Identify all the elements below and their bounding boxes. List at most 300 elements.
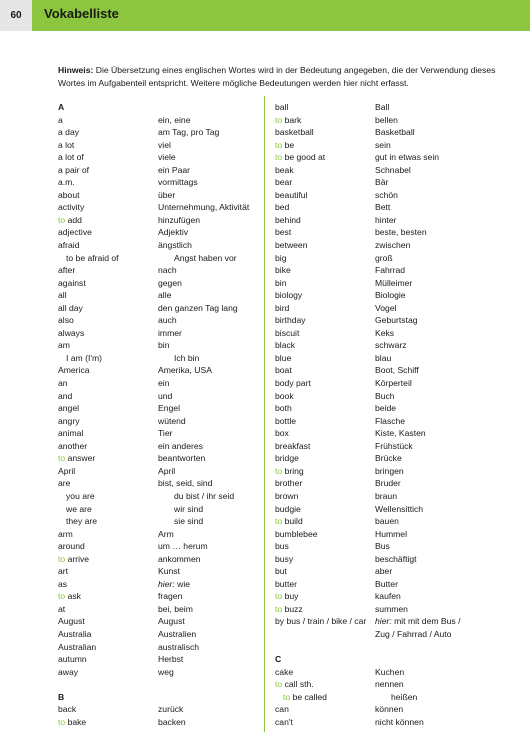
english-term: birthday [275, 315, 306, 326]
german-translation: beschäftigt [375, 553, 417, 564]
german-translation: hinzufügen [158, 214, 201, 225]
german-translation: bringen [375, 465, 404, 476]
english-term: activity [58, 202, 85, 213]
vocab-entry [58, 164, 268, 177]
english-term: also [58, 315, 74, 326]
german-translation: backen [158, 716, 186, 727]
german-translation: Kuchen [375, 666, 405, 677]
german-translation: Fahrrad [375, 265, 406, 276]
german-translation: wütend [158, 415, 186, 426]
english-term: an [58, 378, 68, 389]
infinitive-marker: to [58, 553, 68, 564]
vocab-entry [275, 377, 485, 390]
english-term: to bring [275, 465, 304, 476]
vocab-entry [275, 590, 485, 603]
vocab-entry [58, 490, 268, 503]
german-translation: Bruder [375, 478, 401, 489]
vocab-entry [275, 214, 485, 227]
page-number: 60 [0, 0, 32, 31]
german-translation: Bär [375, 177, 389, 188]
english-term: am [58, 340, 70, 351]
vocab-entry [275, 490, 485, 503]
english-term: beak [275, 164, 294, 175]
english-term: a lot of [58, 152, 84, 163]
vocab-entry [58, 239, 268, 252]
english-term: angry [58, 415, 80, 426]
german-translation: Ball [375, 102, 390, 112]
vocab-entry [58, 628, 268, 641]
german-translation: hier: wie [158, 578, 191, 589]
vocab-entry [58, 139, 268, 152]
german-translation: Schnabel [375, 164, 411, 175]
vocab-entry [58, 327, 268, 340]
german-translation: beste, besten [375, 227, 427, 238]
german-translation: Buch [375, 390, 395, 401]
english-term: brother [275, 478, 303, 489]
german-translation: aber [375, 566, 393, 577]
english-term: autumn [58, 654, 87, 665]
vocab-entry [275, 289, 485, 302]
english-term: bear [275, 177, 293, 188]
vocab-entry [275, 716, 485, 729]
german-translation: schön [375, 189, 398, 200]
vocab-entry [58, 666, 268, 679]
german-translation: fragen [158, 591, 183, 602]
vocab-entry [275, 390, 485, 403]
german-translation: blau [375, 352, 392, 363]
english-term: box [275, 428, 289, 439]
infinitive-marker: to [275, 679, 285, 690]
vocab-entry [58, 515, 268, 528]
english-term: to be called [283, 691, 327, 702]
english-term: bus [275, 541, 289, 552]
german-translation: Unternehmung, Aktivität [158, 202, 250, 213]
german-translation: Engel [158, 403, 180, 414]
english-term: to be [275, 139, 295, 150]
english-term: busy [275, 553, 294, 564]
german-translation: August [158, 616, 185, 627]
english-term: August [58, 616, 85, 627]
german-translation: Australien [158, 628, 197, 639]
english-term: to build [275, 516, 303, 527]
german-translation: Boot, Schiff [375, 365, 419, 376]
german-translation: ein anderes [158, 440, 203, 451]
german-translation: beantworten [158, 453, 206, 464]
vocab-entry [58, 264, 268, 277]
german-translation: groß [375, 252, 393, 263]
vocab-entry [58, 528, 268, 541]
vocab-entry [58, 289, 268, 302]
german-translation: immer [158, 327, 182, 338]
german-translation: bei, beim [158, 603, 193, 614]
german-translation: gut in etwas sein [375, 152, 440, 163]
german-translation: nicht können [375, 716, 424, 727]
english-term: to be afraid of [66, 252, 119, 263]
english-term: boat [275, 365, 292, 376]
german-translation: ein, eine [158, 114, 191, 125]
german-translation: Tier [158, 428, 173, 439]
german-translation: am Tag, pro Tag [158, 127, 220, 138]
german-translation: Bus [375, 541, 390, 552]
vocab-entry [275, 239, 485, 252]
english-term: basketball [275, 127, 314, 138]
german-translation: braun [375, 490, 397, 501]
vocab-entry [275, 415, 485, 428]
german-translation: Angst haben vor [174, 252, 237, 263]
english-term: April [58, 465, 76, 476]
english-term: to arrive [58, 553, 90, 564]
english-term: all [58, 290, 67, 301]
english-term: arm [58, 528, 73, 539]
vocab-entry [275, 553, 485, 566]
english-term: as [58, 578, 68, 589]
infinitive-marker: to [275, 603, 285, 614]
english-term: after [58, 265, 76, 276]
spacer [275, 641, 485, 654]
vocab-entry [275, 603, 485, 616]
german-translation: bin [158, 340, 170, 351]
note-label: Hinweis: [58, 65, 94, 75]
vocab-entry [58, 151, 268, 164]
vocab-entry [58, 553, 268, 566]
vocab-entry [275, 327, 485, 340]
german-translation: du bist / ihr seid [174, 490, 235, 501]
vocab-entry [275, 691, 485, 704]
english-term: beautiful [275, 189, 308, 200]
vocab-entry [58, 653, 268, 666]
infinitive-marker: to [275, 465, 285, 476]
english-term: Australian [58, 641, 97, 652]
english-term: about [58, 189, 80, 200]
english-term: to add [58, 214, 82, 225]
section-letter: B [58, 691, 65, 702]
english-term: between [275, 240, 308, 251]
section-letter: A [58, 102, 65, 112]
german-translation: heißen [391, 691, 418, 702]
vocab-entry [58, 615, 268, 628]
german-translation: Keks [375, 327, 395, 338]
note-text: Die Übersetzung eines englischen Wortes wird in der Bedeutung angegeben, die der Verwendung dieses Wortes im Aufgabenteil entspricht. Weitere mögliche Bedeutungen werden hier nicht erfasst. [58, 65, 496, 88]
vocab-entry [58, 641, 268, 654]
english-term: budgie [275, 503, 301, 514]
german-translation: können [375, 704, 404, 715]
english-term: bin [275, 277, 287, 288]
vocab-entry [275, 189, 485, 202]
vocab-entry [58, 402, 268, 415]
vocab-entry [58, 352, 268, 365]
vocab-entry [58, 477, 268, 490]
german-translation: bellen [375, 114, 398, 125]
english-term: butter [275, 578, 297, 589]
vocab-entry [275, 352, 485, 365]
german-translation: alle [158, 290, 172, 301]
english-term: to answer [58, 453, 96, 464]
german-translation: um … herum [158, 541, 208, 552]
vocab-entry [275, 427, 485, 440]
english-term: to call sth. [275, 679, 314, 690]
vocab-entry [275, 114, 485, 127]
english-term: bridge [275, 453, 299, 464]
vocab-entry [58, 465, 268, 478]
english-term: a day [58, 127, 80, 138]
german-translation: ankommen [158, 553, 201, 564]
german-translation: Basketball [375, 127, 415, 138]
vocab-entry [275, 176, 485, 189]
german-translation: Kunst [158, 566, 180, 577]
german-translation: Butter [375, 578, 398, 589]
vocab-entry [275, 101, 485, 114]
english-term: blue [275, 352, 292, 363]
vocab-entry [58, 427, 268, 440]
vocab-entry [58, 226, 268, 239]
german-translation: Arm [158, 528, 174, 539]
vocab-entry [275, 666, 485, 679]
english-term: they are [66, 516, 98, 527]
vocab-entry [58, 590, 268, 603]
german-translation: nach [158, 265, 177, 276]
vocab-entry [58, 540, 268, 553]
english-term: behind [275, 214, 301, 225]
english-term: are [58, 478, 71, 489]
vocab-entry [275, 139, 485, 152]
vocab-entry [275, 477, 485, 490]
english-term: a.m. [58, 177, 75, 188]
english-term: but [275, 566, 287, 577]
english-term: body part [275, 378, 311, 389]
german-translation: April [158, 465, 176, 476]
english-term: brown [275, 490, 299, 501]
german-translation: viel [158, 139, 171, 150]
vocab-entry [275, 364, 485, 377]
english-term: all day [58, 302, 83, 313]
spacer [58, 678, 268, 691]
english-term: adjective [58, 227, 92, 238]
vocab-entry [58, 415, 268, 428]
english-term: can [275, 704, 289, 715]
english-term: afraid [58, 240, 80, 251]
english-term: a lot [58, 139, 75, 150]
infinitive-marker: to [58, 214, 68, 225]
infinitive-marker: to [275, 139, 285, 150]
english-term: both [275, 403, 292, 414]
english-term: you are [66, 490, 95, 501]
vocab-entry [58, 440, 268, 453]
vocab-entry [275, 164, 485, 177]
german-translation: sie sind [174, 516, 204, 527]
english-term: book [275, 390, 294, 401]
english-term: to be good at [275, 152, 326, 163]
english-term: animal [58, 428, 84, 439]
english-term: a pair of [58, 164, 90, 175]
german-translation: auch [158, 315, 177, 326]
english-term: we are [66, 503, 92, 514]
infinitive-marker: to [58, 716, 68, 727]
vocab-entry [275, 277, 485, 290]
section-letter: C [275, 654, 282, 665]
german-translation: beide [375, 403, 397, 414]
vocab-entry [275, 578, 485, 591]
vocab-entry [275, 515, 485, 528]
german-translation: vormittags [158, 177, 198, 188]
vocab-entry [275, 615, 485, 628]
vocab-entry [58, 364, 268, 377]
german-translation: viele [158, 152, 176, 163]
english-term: cake [275, 666, 294, 677]
vocab-entry [275, 151, 485, 164]
vocab-entry [275, 314, 485, 327]
english-term: Australia [58, 628, 92, 639]
english-term: against [58, 277, 86, 288]
vocab-entry [275, 302, 485, 315]
german-translation: Wellensittich [375, 503, 424, 514]
infinitive-marker: to [275, 114, 285, 125]
german-translation: hier: mit mit dem Bus / [375, 616, 461, 627]
vocab-entry [58, 603, 268, 616]
vocab-entry [58, 503, 268, 516]
german-translation: summen [375, 603, 408, 614]
vocab-entry [58, 339, 268, 352]
english-term: I am (I'm) [66, 352, 103, 363]
german-translation: Körperteil [375, 378, 412, 389]
vocab-entry [58, 565, 268, 578]
vocab-entry [275, 252, 485, 265]
english-term: bike [275, 265, 291, 276]
english-term: can't [275, 716, 293, 727]
infinitive-marker: to [275, 591, 285, 602]
infinitive-marker: to [275, 516, 285, 527]
english-term: angel [58, 403, 80, 414]
english-term: bed [275, 202, 290, 213]
vocab-entry [58, 302, 268, 315]
vocab-entry [275, 540, 485, 553]
vocab-entry [58, 452, 268, 465]
german-translation: Ich bin [174, 352, 200, 363]
english-term: to ask [58, 591, 81, 602]
german-translation: ängstlich [158, 240, 192, 251]
german-translation: Geburtstag [375, 315, 418, 326]
english-term: best [275, 227, 292, 238]
english-term: big [275, 252, 287, 263]
german-translation: bauen [375, 516, 399, 527]
german-translation: gegen [158, 277, 182, 288]
page-title: Vokabelliste [44, 6, 119, 21]
vocab-entry [58, 189, 268, 202]
vocab-entry [58, 277, 268, 290]
infinitive-marker: to [275, 152, 285, 163]
english-term: at [58, 603, 66, 614]
infinitive-marker: to [58, 591, 68, 602]
vocab-entry [58, 377, 268, 390]
header-bar [0, 0, 530, 31]
english-term: always [58, 327, 85, 338]
vocab-entry [58, 201, 268, 214]
german-translation: schwarz [375, 340, 407, 351]
german-translation: Zug / Fahrrad / Auto [375, 628, 452, 639]
vocab-entry [58, 716, 268, 729]
vocab-entry [275, 201, 485, 214]
vocab-entry [58, 578, 268, 591]
english-term: biscuit [275, 327, 300, 338]
vocab-entry [58, 314, 268, 327]
infinitive-marker: to [283, 691, 293, 702]
vocab-entry [58, 126, 268, 139]
vocab-entry [58, 703, 268, 716]
german-translation: Biologie [375, 290, 406, 301]
vocab-entry [58, 176, 268, 189]
german-translation: bist, seid, sind [158, 478, 213, 489]
vocab-entry [275, 126, 485, 139]
infinitive-marker: to [58, 453, 68, 464]
vocab-entry [275, 339, 485, 352]
english-term: breakfast [275, 440, 311, 451]
vocab-entry [275, 703, 485, 716]
german-translation: Amerika, USA [158, 365, 212, 376]
note-paragraph [58, 64, 504, 89]
english-term: biology [275, 290, 303, 301]
english-term: another [58, 440, 88, 451]
german-translation: hinter [375, 214, 397, 225]
english-term: bird [275, 302, 290, 313]
german-translation: ein [158, 378, 170, 389]
english-term: to buy [275, 591, 299, 602]
english-term: away [58, 666, 79, 677]
vocab-entry [275, 678, 485, 691]
vocab-entry [275, 528, 485, 541]
german-translation: den ganzen Tag lang [158, 302, 238, 313]
english-term: bottle [275, 415, 297, 426]
english-term: ball [275, 102, 289, 112]
vocab-entry [58, 252, 268, 265]
vocab-entry [275, 628, 485, 641]
vocab-entry [275, 226, 485, 239]
english-term: back [58, 704, 77, 715]
vocab-entry [275, 452, 485, 465]
german-translation: Frühstück [375, 440, 413, 451]
german-translation: zurück [158, 704, 184, 715]
english-term: America [58, 365, 90, 376]
german-translation: nennen [375, 679, 404, 690]
vocab-column-right [275, 101, 485, 728]
vocab-entry [275, 264, 485, 277]
english-term: to buzz [275, 603, 303, 614]
english-term: black [275, 340, 296, 351]
german-translation: Hummel [375, 528, 407, 539]
german-translation: Kiste, Kasten [375, 428, 426, 439]
german-translation: kaufen [375, 591, 401, 602]
vocab-entry [58, 214, 268, 227]
german-translation: Flasche [375, 415, 406, 426]
german-translation: Bett [375, 202, 391, 213]
german-translation: weg [158, 666, 174, 677]
vocab-entry [275, 402, 485, 415]
english-term: and [58, 390, 73, 401]
german-translation: Adjektiv [158, 227, 189, 238]
vocab-column-left [58, 101, 268, 728]
german-translation: über [158, 189, 176, 200]
english-term [275, 628, 375, 641]
german-translation: Vogel [375, 302, 397, 313]
german-translation: Mülleimer [375, 277, 413, 288]
vocab-entry [58, 390, 268, 403]
german-translation: und [158, 390, 173, 401]
german-translation: sein [375, 139, 391, 150]
english-term: around [58, 541, 85, 552]
english-term: to bark [275, 114, 302, 125]
german-translation: Brücke [375, 453, 402, 464]
german-translation: zwischen [375, 240, 411, 251]
vocab-entry [275, 440, 485, 453]
english-term: bumblebee [275, 528, 318, 539]
